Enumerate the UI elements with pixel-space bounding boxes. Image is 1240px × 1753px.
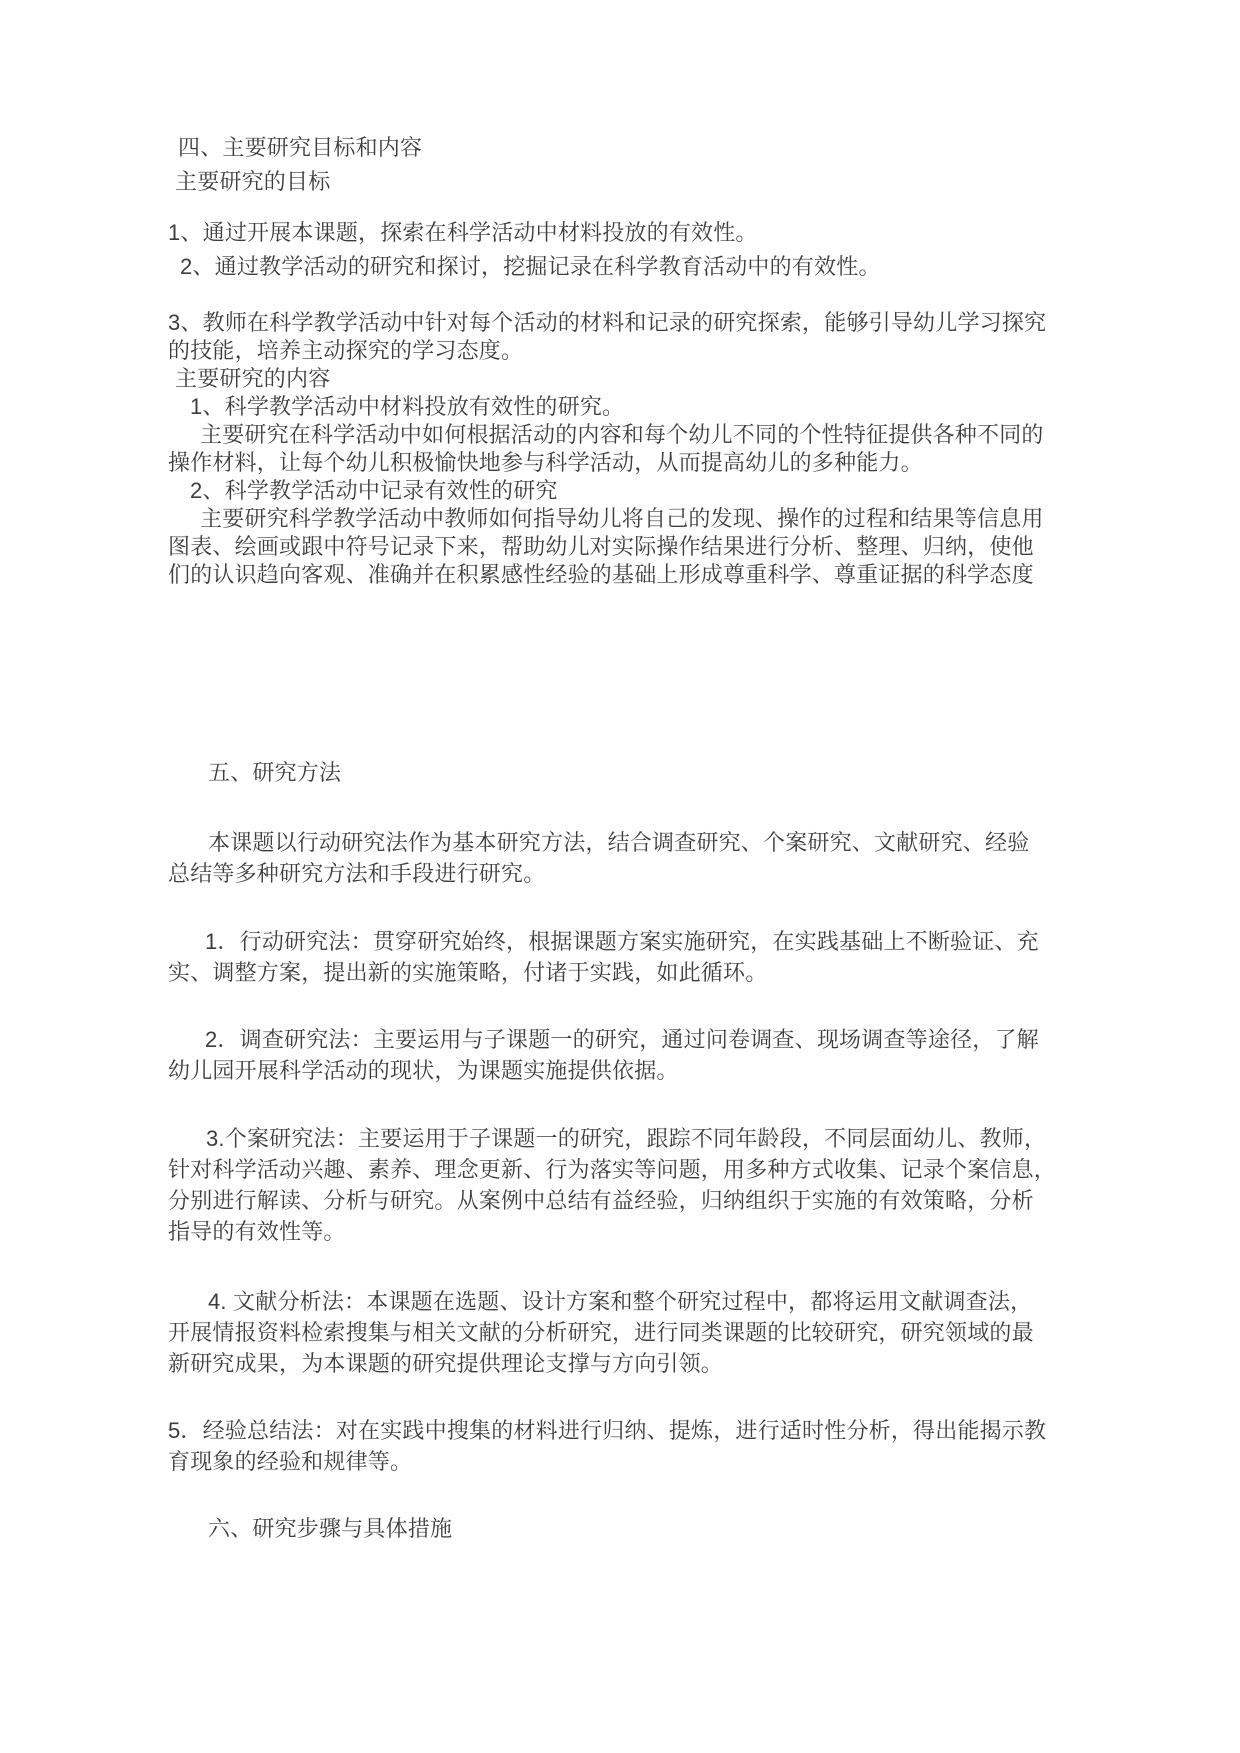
heading-text: 五、研究方法 [208,760,342,785]
goal-text-line: 的技能，培养主动探究的学习态度。 [168,338,524,363]
paragraph-line: 1．行动研究法：贯穿研究始终，根据课题方案实施研究，在实践基础上不断验证、充 [205,929,1039,954]
goal-item-2 [168,253,1074,281]
methods-intro [168,827,1074,889]
paragraph-line: 主要研究科学教学活动中教师如何指导幼儿将自己的发现、操作的过程和结果等信息用 [200,506,1044,531]
paragraph-line: 育现象的经验和规律等。 [168,1449,413,1474]
section-4-heading [168,134,1074,162]
paragraph-line: 5．经验总结法：对在实践中搜集的材料进行归纳、提炼，进行适时性分析，得出能揭示教 [168,1418,1047,1443]
section-6-heading [168,1513,1074,1544]
content-subheading [168,365,1074,393]
section-5-heading [168,757,1074,788]
paragraph-line: 幼儿园开展科学活动的现状，为课题实施提供依据。 [168,1058,679,1083]
paragraph-line: 开展情报资料检索搜集与相关文献的分析研究，进行同类课题的比较研究，研究领域的最 [168,1320,1034,1345]
subheading-text: 主要研究的目标 [175,169,331,194]
goal-item-3 [168,309,1074,365]
paragraph-line: 新研究成果，为本课题的研究提供理论支撑与方向引领。 [168,1351,724,1376]
paragraph-line: 主要研究在科学活动中如何根据活动的内容和每个幼儿不同的个性特征提供各种不同的 [200,422,1044,447]
method-3-case-study [168,1123,1074,1247]
paragraph-line: 4. 文献分析法：本课题在选题、设计方案和整个研究过程中，都将运用文献调查法， [208,1289,1033,1314]
method-1-action-research [168,926,1074,988]
method-4-literature-analysis [168,1286,1074,1379]
goal-text: 1、通过开展本课题，探索在科学活动中材料投放的有效性。 [168,220,758,245]
paragraph-line: 分别进行解读、分析与研究。从案例中总结有益经验，归纳组织于实施的有效策略，分析 [168,1188,1034,1213]
goal-item-1 [168,219,1074,247]
method-5-experience-summary [168,1415,1074,1477]
paragraph-line: 们的认识趋向客观、准确并在积累感性经验的基础上形成尊重科学、尊重证据的科学态度 [168,562,1034,587]
content-paragraph-1 [168,421,1074,477]
paragraph-line: 图表、绘画或跟中符号记录下来，帮助幼儿对实际操作结果进行分析、整理、归纳，使他 [168,534,1034,559]
paragraph-line: 3.个案研究法：主要运用于子课题一的研究，跟踪不同年龄段，不同层面幼儿、教师， [206,1126,1047,1151]
content-paragraph-2 [168,505,1074,589]
goal-text: 2、通过教学活动的研究和探讨，挖掘记录在科学教育活动中的有效性。 [180,254,881,279]
heading-text: 四、主要研究目标和内容 [178,135,423,160]
paragraph-line: 本课题以行动研究法作为基本研究方法，结合调查研究、个案研究、文献研究、经验 [208,830,1030,855]
goal-text-line: 3、教师在科学教学活动中针对每个活动的材料和记录的研究探索，能够引导幼儿学习探究 [168,310,1047,335]
paragraph-line: 针对科学活动兴趣、素养、理念更新、行为落实等问题，用多种方式收集、记录个案信息， [168,1157,1057,1182]
paragraph-line: 2．调查研究法：主要运用与子课题一的研究，通过问卷调查、现场调查等途径，了解 [205,1027,1039,1052]
paragraph-line: 实、调整方案，提出新的实施策略，付诸于实践，如此循环。 [168,960,768,985]
subheading-text: 主要研究的内容 [175,366,331,391]
goals-subheading [168,168,1074,196]
paragraph-line: 指导的有效性等。 [168,1219,346,1244]
content-item-1 [168,393,1074,421]
content-item-text: 1、科学教学活动中材料投放有效性的研究。 [190,394,625,419]
paragraph-line: 总结等多种研究方法和手段进行研究。 [168,861,546,886]
method-2-survey-research [168,1024,1074,1086]
content-item-text: 2、科学教学活动中记录有效性的研究 [190,478,558,503]
heading-text: 六、研究步骤与具体措施 [208,1516,453,1541]
paragraph-line: 操作材料，让每个幼儿积极愉快地参与科学活动，从而提高幼儿的多种能力。 [168,450,923,475]
content-item-2 [168,477,1074,505]
